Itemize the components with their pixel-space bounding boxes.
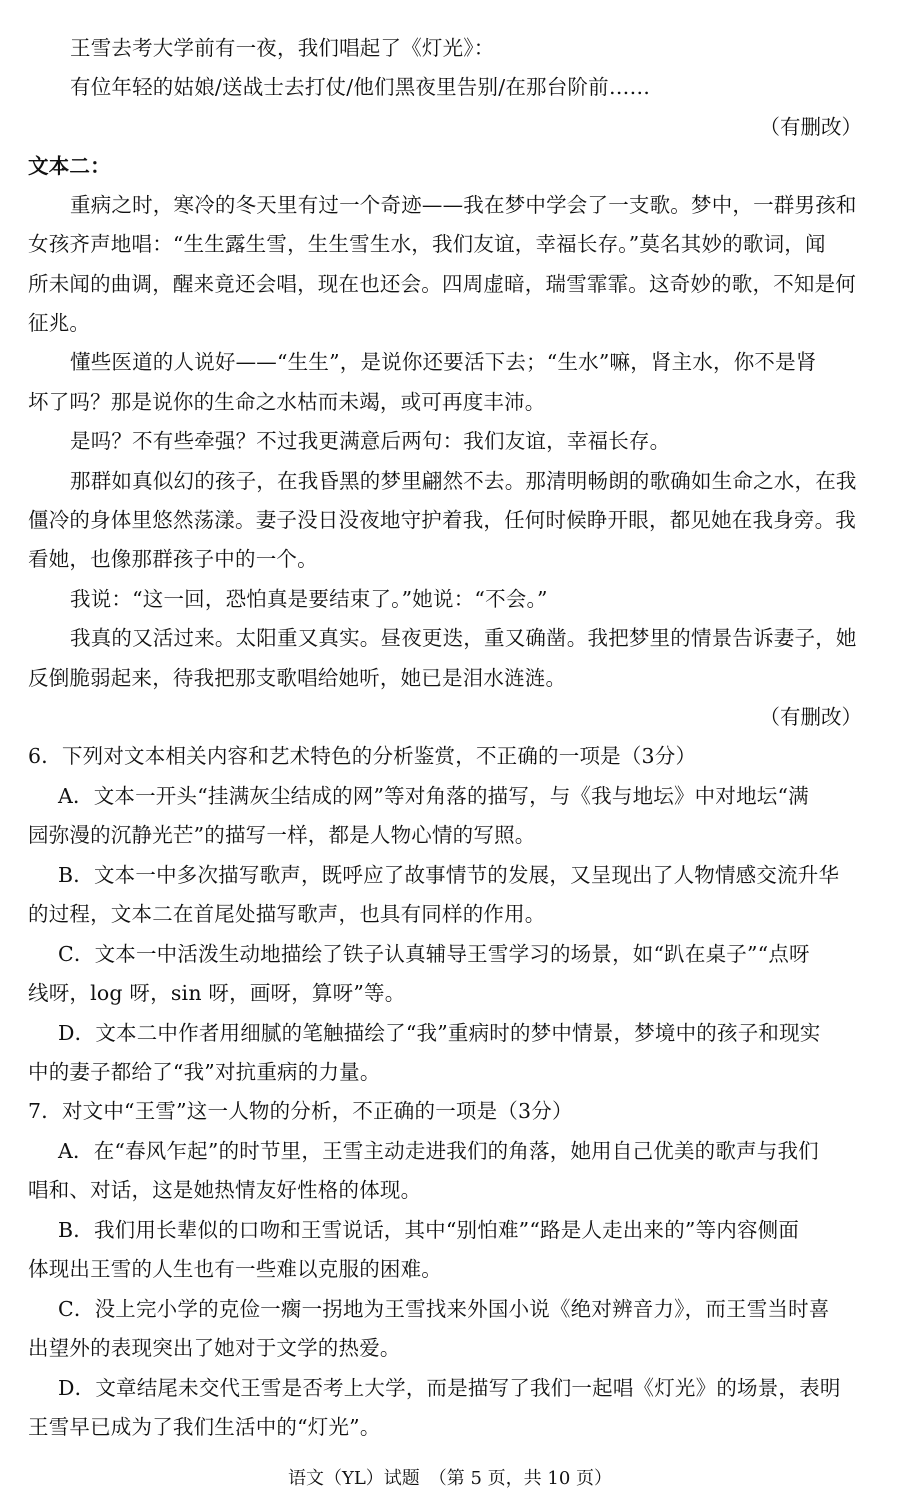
edit-note: （有删改） — [759, 705, 862, 729]
question-6-option-d: D．文本二中作者用细腻的笔触描绘了“我”重病时的梦中情景，梦境中的孩子和现实 — [58, 1021, 821, 1045]
text-line: 懂些医道的人说好——“生生”，是说你还要活下去；“生水”嘛，肾主水，你不是肾 — [70, 350, 817, 374]
question-7-option-b: B．我们用长辈似的口吻和王雪说话，其中“别怕难”“路是人走出来的”等内容侧面 — [58, 1218, 800, 1242]
text-line: 坏了吗？那是说你的生命之水枯而未竭，或可再度丰沛。 — [28, 390, 546, 414]
text-line: 那群如真似幻的孩子，在我昏黑的梦里翩然不去。那清明畅朗的歌确如生命之水，在我 — [70, 469, 857, 493]
question-7-option-d: D．文章结尾未交代王雪是否考上大学，而是描写了我们一起唱《灯光》的场景，表明 — [58, 1376, 841, 1400]
edit-note: （有删改） — [759, 115, 862, 139]
text-line: 看她，也像那群孩子中的一个。 — [28, 547, 318, 571]
text-line: 女孩齐声地唱：“生生露生雪，生生雪生水，我们友谊，幸福长存。”莫名其妙的歌词，闻 — [28, 232, 826, 256]
question-6-option-a-cont: 园弥漫的沉静光芒”的描写一样，都是人物心情的写照。 — [28, 823, 536, 847]
question-7-option-c-cont: 出望外的表现突出了她对于文学的热爱。 — [28, 1336, 401, 1360]
text-line: 反倒脆弱起来，待我把那支歌唱给她听，她已是泪水涟涟。 — [28, 666, 567, 690]
question-7-option-d-cont: 王雪早已成为了我们生活中的“灯光”。 — [28, 1415, 381, 1439]
text-line: 征兆。 — [28, 311, 91, 335]
text1-paragraph: 王雪去考大学前有一夜，我们唱起了《灯光》： — [70, 36, 495, 60]
text-line: 我说：“这一回，恐怕真是要结束了。”她说：“不会。” — [70, 587, 548, 611]
question-7-option-c: C．没上完小学的克俭一瘸一拐地为王雪找来外国小说《绝对辨音力》，而王雪当时喜 — [58, 1297, 830, 1321]
text2-heading: 文本二： — [28, 154, 111, 178]
song-lyrics: 有位年轻的姑娘/送战士去打仗/他们黑夜里告别/在那台阶前…… — [70, 75, 651, 99]
text-line: 是吗？不有些牵强？不过我更满意后两句：我们友谊，幸福长存。 — [70, 429, 671, 453]
text-line: 重病之时，寒冷的冬天里有过一个奇迹——我在梦中学会了一支歌。梦中，一群男孩和 — [70, 193, 857, 217]
question-7-stem: 7．对文中“王雪”这一人物的分析，不正确的一项是（3分） — [28, 1099, 573, 1123]
text-line: 僵冷的身体里悠然荡漾。妻子没日没夜地守护着我，任何时候睁开眼，都见她在我身旁。我 — [28, 508, 856, 532]
question-7-option-a-cont: 唱和、对话，这是她热情友好性格的体现。 — [28, 1178, 422, 1202]
question-6-option-b-cont: 的过程，文本二在首尾处描写歌声，也具有同样的作用。 — [28, 902, 546, 926]
question-6-option-c-cont: 线呀，log 呀，sin 呀，画呀，算呀”等。 — [28, 981, 406, 1005]
question-6-option-a: A．文本一开头“挂满灰尘结成的网”等对角落的描写，与《我与地坛》中对地坛“满 — [58, 784, 809, 808]
question-7-option-a: A．在“春风乍起”的时节里，王雪主动走进我们的角落，她用自己优美的歌声与我们 — [58, 1139, 819, 1163]
page-footer: 语文（YL）试题 （第 5 页，共 10 页） — [287, 1468, 613, 1489]
text-line: 所未闻的曲调，醒来竟还会唱，现在也还会。四周虚暗，瑞雪霏霏。这奇妙的歌，不知是何 — [28, 272, 856, 296]
question-6-option-c: C．文本一中活泼生动地描绘了铁子认真辅导王雪学习的场景，如“趴在桌子”“点呀 — [58, 942, 810, 966]
question-7-option-b-cont: 体现出王雪的人生也有一些难以克服的困难。 — [28, 1257, 442, 1281]
question-6-stem: 6．下列对文本相关内容和艺术特色的分析鉴赏，不正确的一项是（3分） — [28, 744, 697, 768]
text-line: 我真的又活过来。太阳重又真实。昼夜更迭，重又确凿。我把梦里的情景告诉妻子，她 — [70, 626, 857, 650]
question-6-option-d-cont: 中的妻子都给了“我”对抗重病的力量。 — [28, 1060, 381, 1084]
question-6-option-b: B．文本一中多次描写歌声，既呼应了故事情节的发展，又呈现出了人物情感交流升华 — [58, 863, 840, 887]
